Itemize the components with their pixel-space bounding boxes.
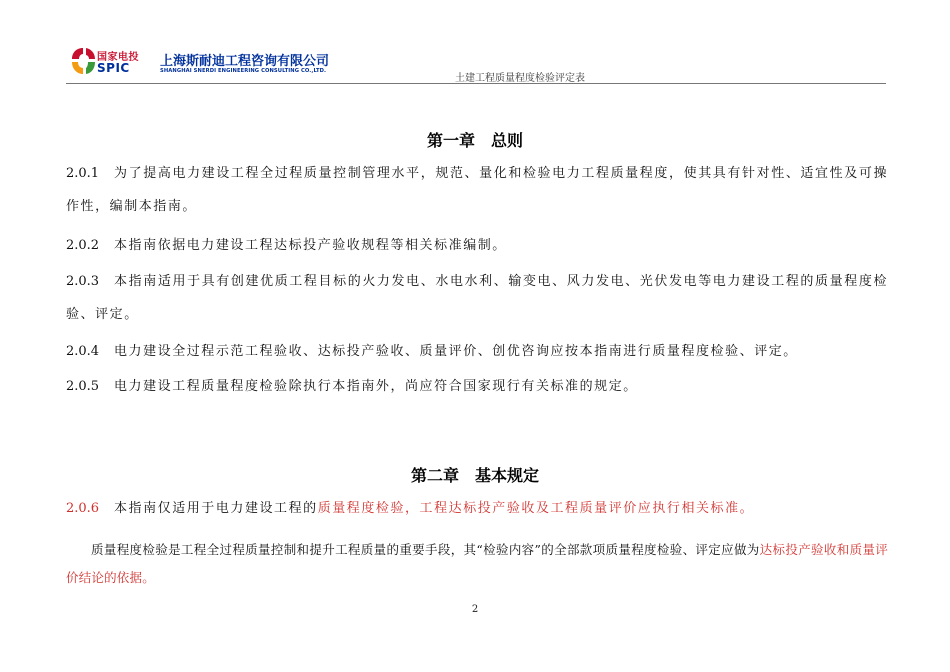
body-text-highlight: 达标投产验收和质量评价结论的依据。	[66, 542, 888, 585]
header-rule	[66, 83, 886, 84]
clause-2-0-2	[66, 229, 888, 262]
clause-text: 本指南适用于具有创建优质工程目标的火力发电、水电水利、输变电、风力发电、光伏发电等电力建设工程的质量程度检验、评定。	[66, 274, 888, 322]
clause-number: 2.0.3	[66, 274, 100, 289]
company-name-english: SHANGHAI SNERDI ENGINEERING CONSULTING CO.,LTD.	[160, 68, 327, 74]
clause-number: 2.0.5	[66, 379, 100, 394]
clause-2-0-6	[66, 492, 888, 525]
clause-2-0-4	[66, 335, 888, 368]
logo-chinese-short: 国家电投	[97, 52, 139, 63]
clause-2-0-1	[66, 157, 888, 223]
body-paragraph	[66, 536, 888, 592]
chapter-1-title: 第一章 总则	[426, 131, 523, 150]
chapter-2-title: 第二章 基本规定	[410, 466, 539, 485]
clause-text: 本指南仅适用于电力建设工程的	[114, 501, 318, 516]
clause-text-highlight: 质量程度检验，工程达标投产验收及工程质量评价应执行相关标准。	[317, 501, 755, 516]
page-header	[0, 0, 950, 90]
clause-text: 为了提高电力建设工程全过程质量控制管理水平，规范、量化和检验电力工程质量程度，使其具有针对性、适宜性及可操作性，编制本指南。	[66, 166, 888, 214]
clause-number: 2.0.2	[66, 238, 100, 253]
clause-number: 2.0.1	[66, 166, 100, 181]
clause-2-0-5	[66, 370, 888, 403]
body-text: 质量程度检验是工程全过程质量控制和提升工程质量的重要手段，其“检验内容”的全部款项质量程度检验、评定应做为	[91, 542, 760, 557]
clause-text: 电力建设工程质量程度检验除执行本指南外，尚应符合国家现行有关标准的规定。	[114, 379, 638, 394]
clause-text: 电力建设全过程示范工程验收、达标投产验收、质量评价、创优咨询应按本指南进行质量程度检验、评定。	[114, 344, 798, 359]
clause-number: 2.0.6	[66, 501, 100, 516]
clause-2-0-3	[66, 265, 888, 331]
clause-number: 2.0.4	[66, 344, 100, 359]
logo-spic-text: SPIC	[97, 61, 130, 75]
page-number: 2	[471, 604, 479, 615]
clause-text: 本指南依据电力建设工程达标投产验收规程等相关标准编制。	[114, 238, 507, 253]
company-name: 上海斯耐迪工程咨询有限公司	[160, 54, 330, 69]
document-title: 土建工程质量程度检验评定表	[455, 73, 585, 84]
